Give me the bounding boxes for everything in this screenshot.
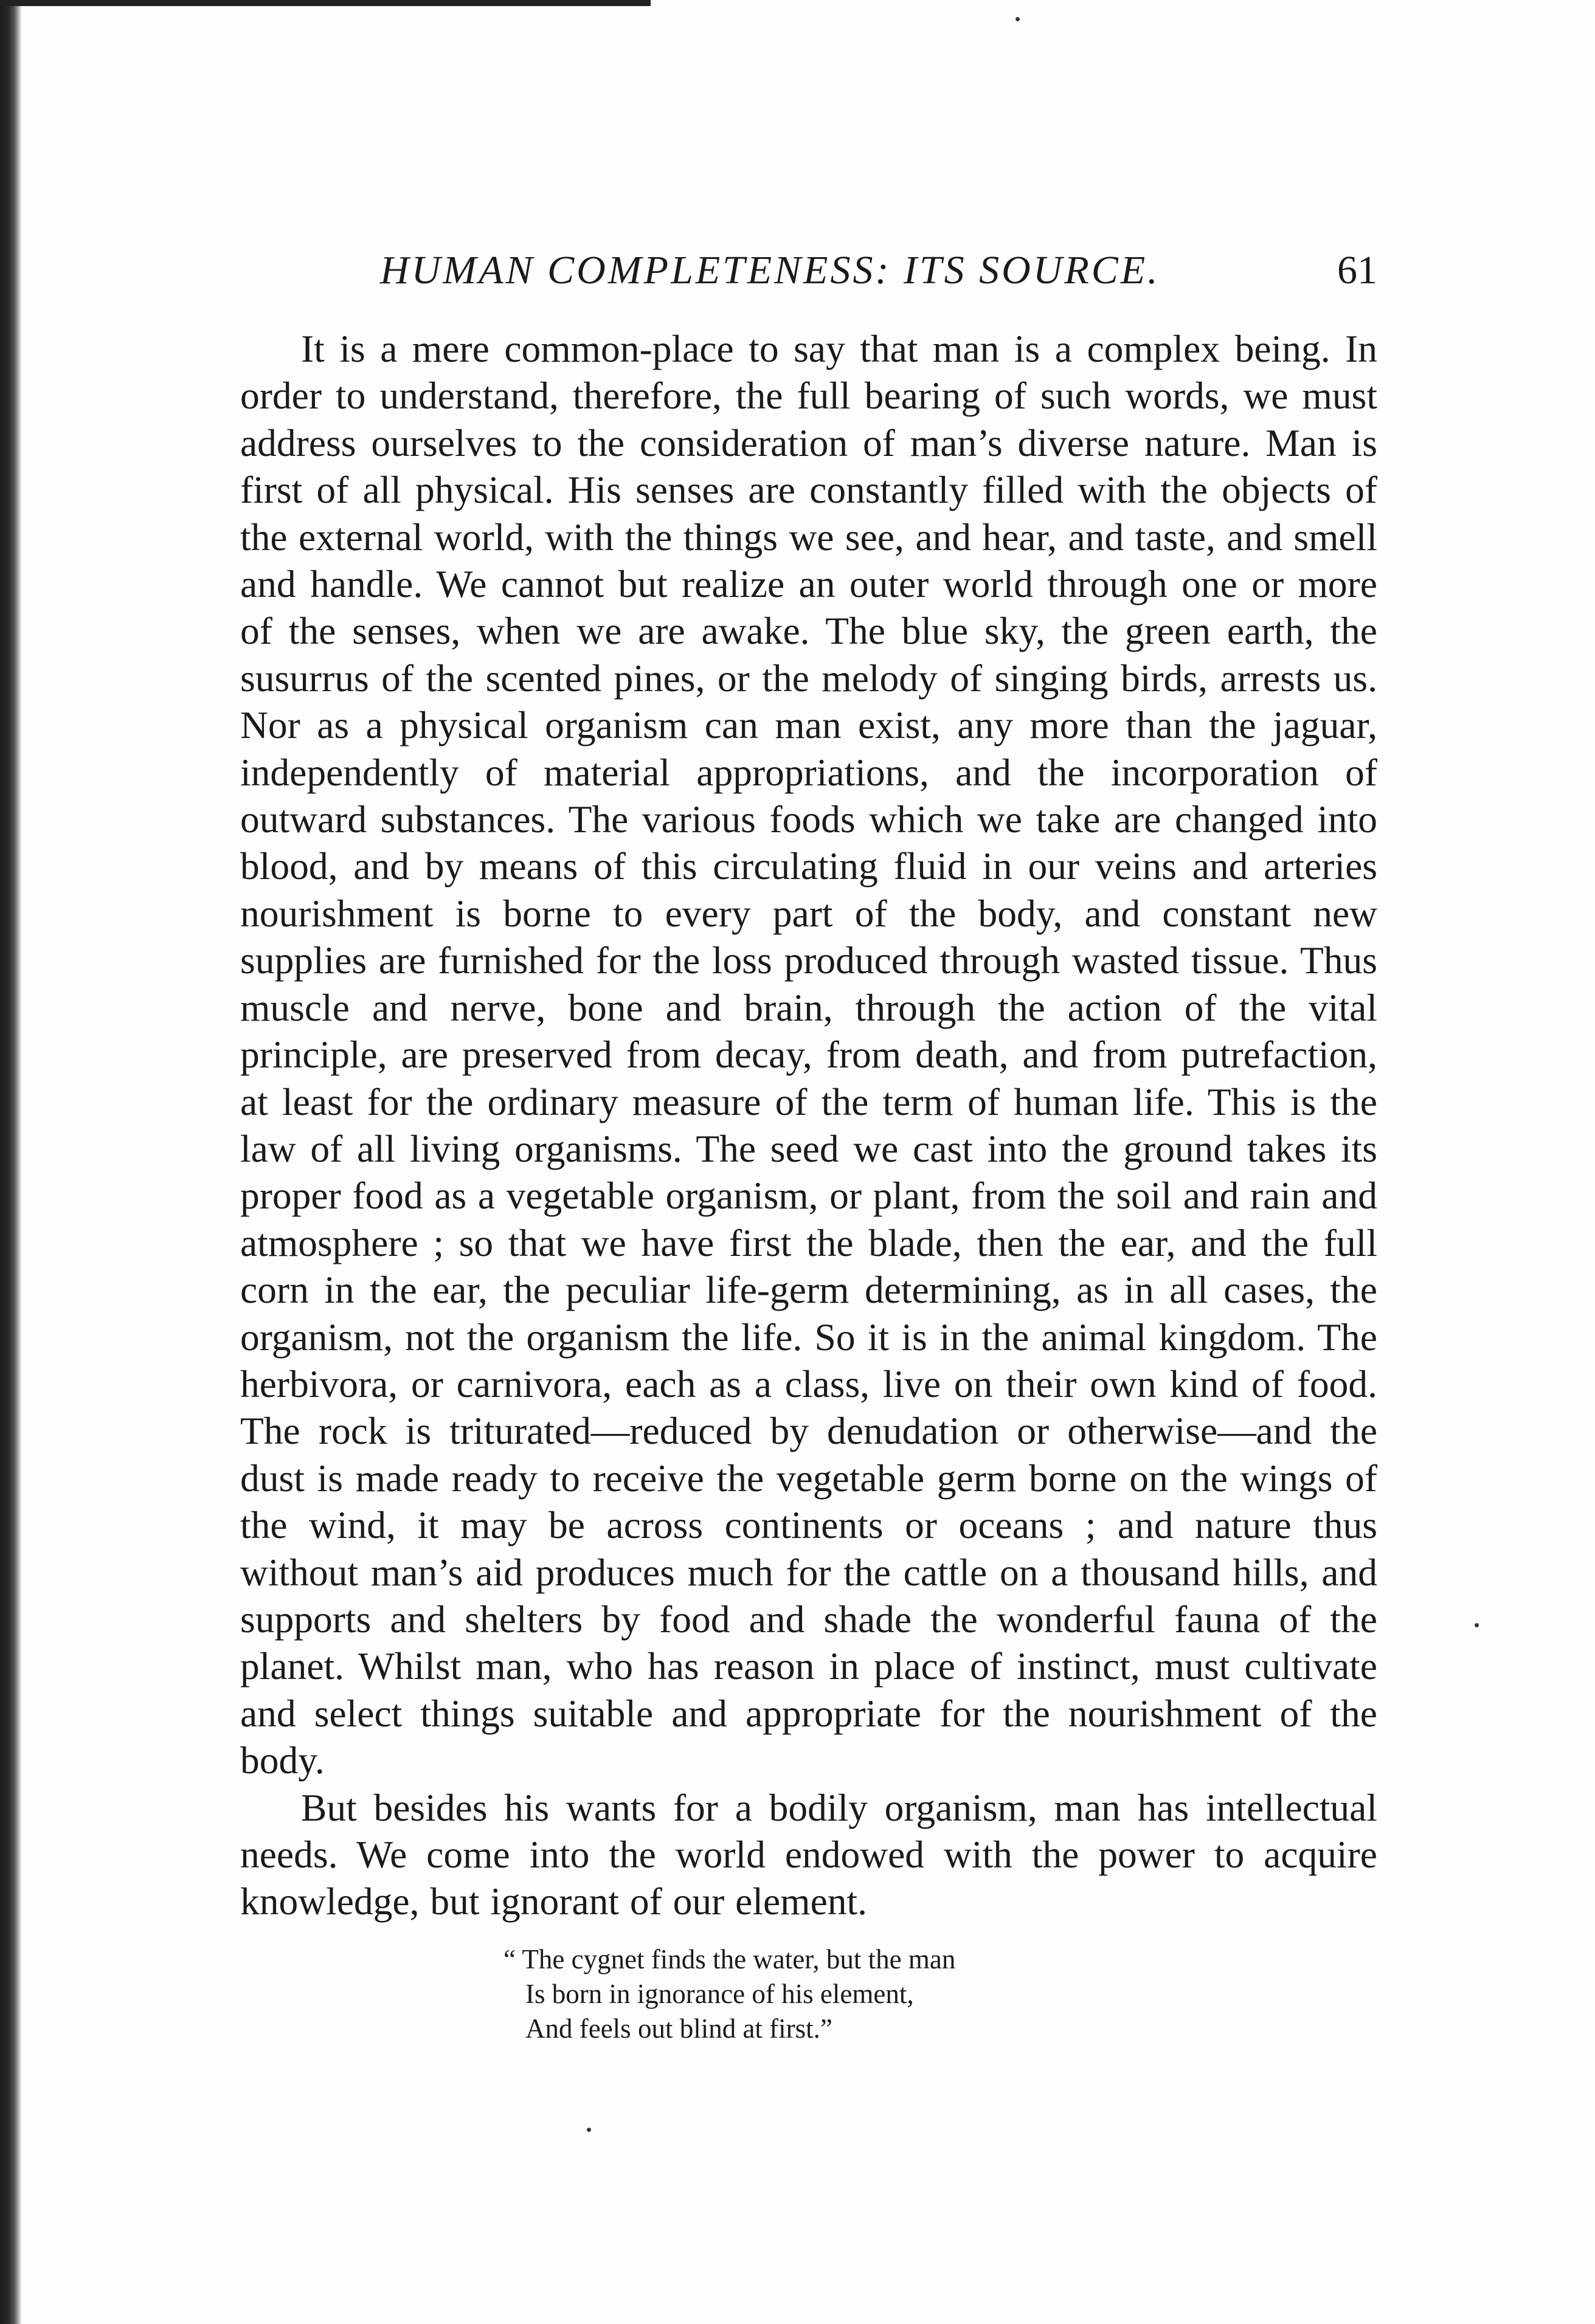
ink-speck [1475, 1623, 1479, 1627]
running-head [240, 243, 1377, 298]
running-title: HUMAN COMPLETENESS: ITS SOURCE. [380, 248, 1160, 292]
verse-quotation [503, 1942, 1233, 2046]
binding-edge [0, 0, 22, 2324]
paragraph-1: It is a mere common-place to say that man is a complex being. In order to understand, therefore, the full bearing of such words, we must address ourselves to the consideration of man’s diverse nature. Man is first of all physical. His senses are constantly filled with the objects of the external world, with the things we see, and hear, and taste, and smell and handle. We cannot but realize an outer world through one or more of the senses, when we are awake. The blue sky, the green earth, the susurrus of the scented pines, or the melody of singing birds, arrests us. Nor as a physical organism can man exist, any more than the jaguar, independently of material appropriations, and the incorporation of outward substances. The various foods which we take are changed into blood, and by means of this circulating fluid in our veins and arteries nourishment is borne to every part of the body, and constant new supplies are furnished for the loss produced through wasted tissue. Thus muscle and nerve, bone and brain, through the action of the vital principle, are preserved from decay, from death, and from putrefaction, at least for the ordinary measure of the term of human life. This is the law of all living organisms. The seed we cast into the ground takes its proper food as a vegetable organism, or plant, from the soil and rain and atmosphere ; so that we have first the blade, then the ear, and the full corn in the ear, the peculiar life-germ determining, as in all cases, the organism, not the organism the life. So it is in the animal kingdom. The herbivora, or carnivora, each as a class, live on their own kind of food. The rock is triturated—reduced by denudation or otherwise—and the dust is made ready to receive the vegetable germ borne on the wings of the wind, it may be across continents or oceans ; and nature thus without man’s aid produces much for the cattle on a thousand hills, and supports and shelters by food and shade the wonderful fauna of the planet. Whilst man, who has reason in place of instinct, must cultivate and select things suitable and appropriate for the nourishment of the body. [240, 327, 1377, 1782]
ink-speck [1015, 17, 1020, 21]
paragraph-2: But besides his wants for a bodily organism, man has intellectual needs. We come into the world endowed with the power to acquire knowledge, but ignorant of our element. [240, 1785, 1377, 1923]
top-rule [0, 0, 651, 6]
ink-speck [587, 2128, 591, 2132]
page-number: 61 [1337, 248, 1377, 292]
verse-line-3: And feels out blind at first.” [525, 2013, 832, 2044]
verse-line-1: “ The cygnet finds the water, but the man [503, 1944, 956, 1974]
body-text [240, 325, 1377, 1925]
verse-line-2: Is born in ignorance of his element, [525, 1979, 914, 2009]
